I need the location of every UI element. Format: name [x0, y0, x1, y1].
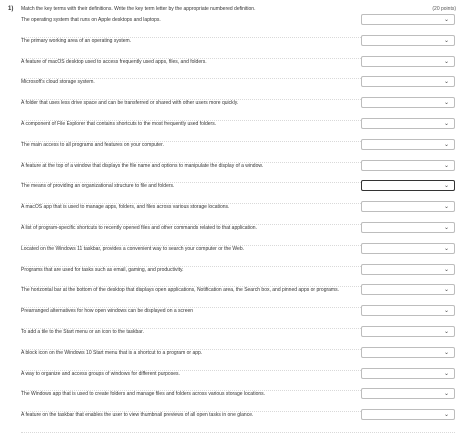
definition-text: Microsoft's cloud storage system. [21, 79, 95, 86]
answer-dropdown[interactable] [361, 347, 455, 358]
chevron-down-icon: ⌄ [443, 266, 449, 273]
chevron-down-icon: ⌄ [443, 17, 449, 23]
answer-dropdown[interactable] [361, 326, 455, 337]
definition-text: A block icon on the Windows 10 Start menu that is a shortcut to a program or app. [21, 349, 203, 356]
definition-text: The horizontal bar at the bottom of the desktop that displays open applications, Notification area, the Search box, and pinned apps or programs. [21, 287, 339, 294]
chevron-down-icon: ⌄ [443, 204, 449, 211]
points-label: (20 points) [432, 6, 456, 12]
chevron-down-icon: ⌄ [443, 183, 449, 190]
definition-text: The main access to all programs and features on your computer. [21, 141, 164, 148]
definition-text: The operating system that runs on Apple desktops and laptops. [21, 17, 161, 23]
answer-dropdown[interactable] [361, 14, 455, 25]
chevron-down-icon: ⌄ [443, 245, 449, 252]
chevron-down-icon: ⌄ [443, 287, 449, 294]
answer-dropdown[interactable] [361, 35, 455, 46]
answer-dropdown[interactable] [361, 97, 455, 108]
answer-dropdown[interactable] [361, 409, 455, 420]
answer-dropdown[interactable] [361, 56, 455, 67]
answer-dropdown[interactable] [361, 368, 455, 379]
answer-dropdown[interactable] [361, 243, 455, 254]
answer-dropdown[interactable] [361, 388, 455, 399]
answer-dropdown[interactable] [361, 305, 455, 316]
chevron-down-icon: ⌄ [443, 370, 449, 377]
answer-dropdown[interactable] [361, 139, 455, 150]
answer-dropdown[interactable] [361, 201, 455, 212]
chevron-down-icon: ⌄ [443, 349, 449, 356]
definition-text: A list of program-specific shortcuts to recently opened files and other commands related to that application. [21, 224, 257, 231]
answer-dropdown[interactable] [361, 180, 455, 191]
chevron-down-icon: ⌄ [443, 58, 449, 65]
definition-text: The Windows app that is used to create folders and manage files and folders across various storage locations. [21, 391, 266, 398]
definition-text: To add a tile to the Start menu or an icon to the taskbar. [21, 328, 144, 335]
chevron-down-icon: ⌄ [443, 328, 449, 335]
chevron-down-icon: ⌄ [443, 391, 449, 398]
question-instruction: Match the key terms with their definitions. Write the key term letter by the appropriate numbered definition. [21, 6, 256, 12]
chevron-down-icon: ⌄ [443, 162, 449, 169]
definition-text: A macOS app that is used to manage apps, folders, and files across various storage locations. [21, 204, 230, 211]
answer-dropdown[interactable] [361, 264, 455, 275]
answer-dropdown[interactable] [361, 118, 455, 129]
definition-list [0, 17, 474, 433]
answer-dropdown[interactable] [361, 284, 455, 295]
chevron-down-icon: ⌄ [443, 79, 449, 86]
definition-text: Located on the Windows 11 taskbar, provides a convenient way to search your computer or the Web. [21, 245, 244, 252]
question-number: 1) [8, 6, 14, 12]
definition-text: The primary working area of an operating system. [21, 37, 132, 44]
chevron-down-icon: ⌄ [443, 412, 449, 419]
definition-text: A component of File Explorer that contains shortcuts to the most frequently used folders. [21, 120, 217, 127]
answer-dropdown[interactable] [361, 222, 455, 233]
definition-row [0, 412, 474, 433]
chevron-down-icon: ⌄ [443, 100, 449, 107]
chevron-down-icon: ⌄ [443, 141, 449, 148]
definition-text: A feature on the taskbar that enables the user to view thumbnail previews of all open tasks in one glance. [21, 412, 254, 419]
chevron-down-icon: ⌄ [443, 308, 449, 315]
definition-text: A feature at the top of a window that displays the file name and options to manipulate the display of a window. [21, 162, 264, 169]
definition-text: Programs that are used for tasks such as email, gaming, and productivity. [21, 266, 184, 273]
definition-text: A feature of macOS desktop used to access frequently used apps, files, and folders. [21, 58, 207, 65]
definition-text: Prearranged alternatives for how open windows can be displayed on a screen [21, 308, 194, 315]
chevron-down-icon: ⌄ [443, 120, 449, 127]
definition-text: The means of providing an organizational structure to file and folders. [21, 183, 175, 190]
chevron-down-icon: ⌄ [443, 224, 449, 231]
answer-dropdown[interactable] [361, 76, 455, 87]
answer-dropdown[interactable] [361, 160, 455, 171]
definition-text: A way to organize and access groups of windows for different purposes. [21, 370, 180, 377]
chevron-down-icon: ⌄ [443, 37, 449, 44]
definition-text: A folder that uses less drive space and can be transferred or shared with other users more quickly. [21, 100, 239, 107]
